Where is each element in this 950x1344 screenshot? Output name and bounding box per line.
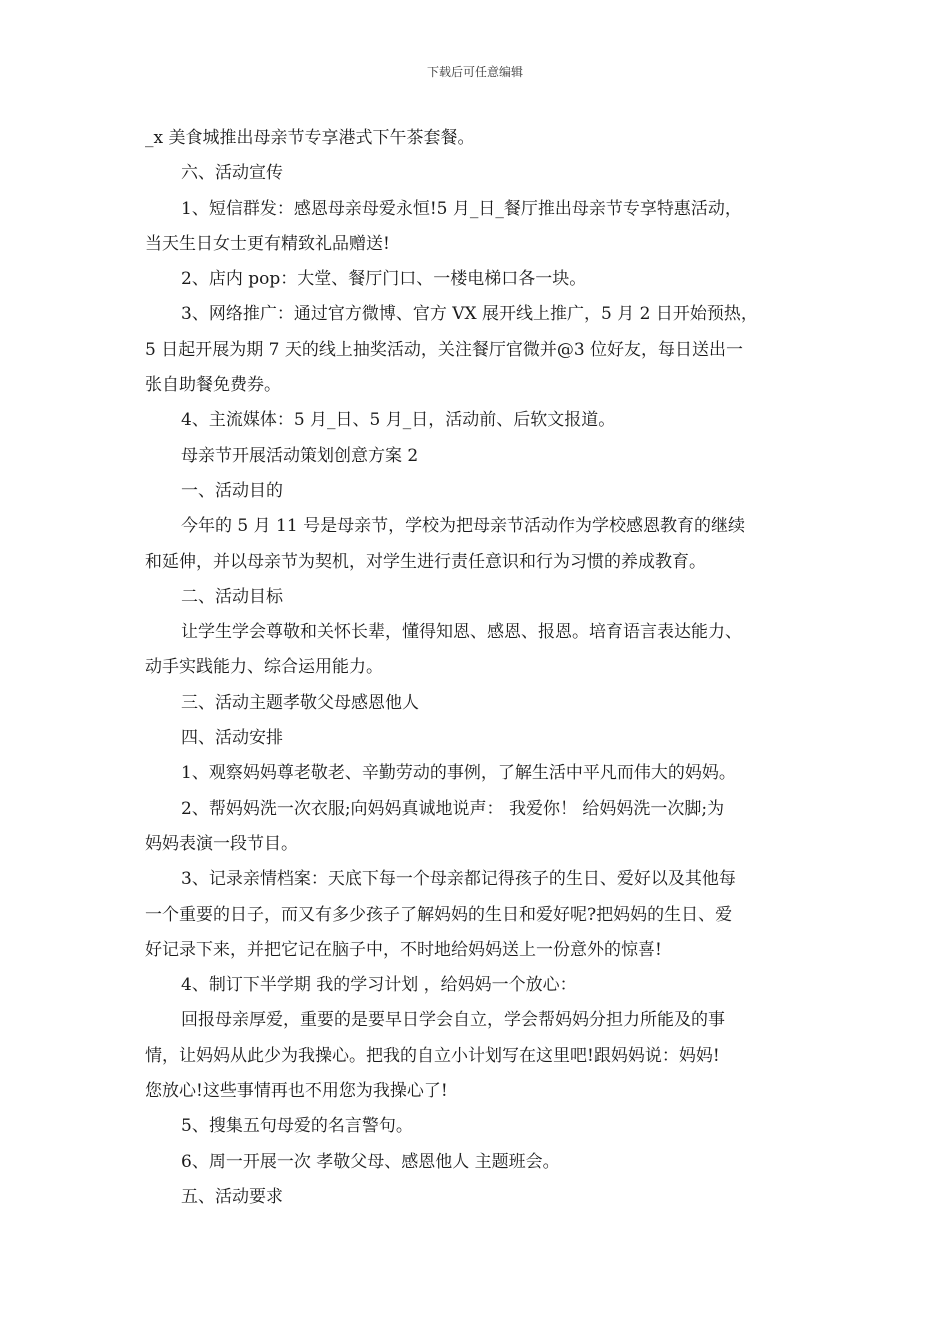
paragraph-line: 4、制订下半学期 我的学习计划 ，给妈妈一个放心：: [181, 975, 577, 996]
section-heading-requirements: 五、活动要求: [181, 1186, 283, 1207]
paragraph-line: 2、帮妈妈洗一次衣服;向妈妈真诚地说声： 我爱你！ 给妈妈洗一次脚;为: [181, 798, 725, 819]
paragraph-line: 4、主流媒体：5 月_日、5 月_日，活动前、后软文报道。: [181, 410, 616, 431]
paragraph-line: 1、短信群发：感恩母亲母爱永恒!5 月_日_餐厅推出母亲节专享特惠活动，: [181, 198, 742, 219]
paragraph-line: _x 美食城推出母亲节专享港式下午茶套餐。: [145, 128, 475, 148]
paragraph-line: 6、周一开展一次 孝敬父母、感恩他人 主题班会。: [181, 1151, 560, 1172]
paragraph-line: 5、搜集五句母爱的名言警句。: [181, 1116, 413, 1137]
paragraph-line: 和延伸，并以母亲节为契机，对学生进行责任意识和行为习惯的养成教育。: [145, 551, 706, 572]
section-heading-publicity: 六、活动宣传: [181, 163, 283, 184]
page-header-note: 下载后可任意编辑: [426, 65, 523, 79]
paragraph-line: 1、观察妈妈尊老敬老、辛勤劳动的事例，了解生活中平凡而伟大的妈妈。: [181, 763, 736, 784]
paragraph-line: 5 日起开展为期 7 天的线上抽奖活动，关注餐厅官微并@3 位好友，每日送出一: [145, 339, 744, 360]
paragraph-line: 回报母亲厚爱，重要的是要早日学会自立，学会帮妈妈分担力所能及的事: [181, 1010, 725, 1031]
paragraph-line: 张自助餐免费券。: [145, 375, 281, 396]
section-heading-goals: 二、活动目标: [181, 586, 283, 607]
paragraph-line: 情，让妈妈从此少为我操心。把我的自立小计划写在这里吧!跟妈妈说：妈妈!: [145, 1045, 720, 1066]
paragraph-line: 今年的 5 月 11 号是母亲节，学校为把母亲节活动作为学校感恩教育的继续: [181, 516, 746, 537]
paragraph-line: 3、网络推广：通过官方微博、官方 VX 展开线上推广，5 月 2 日开始预热，: [181, 304, 758, 325]
section-heading-theme: 三、活动主题孝敬父母感恩他人: [181, 692, 419, 713]
document-body: [145, 121, 825, 1215]
paragraph-line: 好记录下来，并把它记在脑子中，不时地给妈妈送上一份意外的惊喜!: [145, 939, 662, 960]
paragraph-line: 当天生日女士更有精致礼品赠送!: [145, 233, 390, 254]
paragraph-line: 3、记录亲情档案：天底下每一个母亲都记得孩子的生日、爱好以及其他每: [181, 869, 736, 890]
paragraph-line: 一个重要的日子，而又有多少孩子了解妈妈的生日和爱好呢?把妈妈的生日、爱: [145, 904, 733, 925]
paragraph-line: 动手实践能力、综合运用能力。: [145, 657, 383, 678]
section-heading-arrangement: 四、活动安排: [181, 728, 283, 749]
plan-title: 母亲节开展活动策划创意方案 2: [181, 445, 419, 466]
paragraph-line: 让学生学会尊敬和关怀长辈，懂得知恩、感恩、报恩。培育语言表达能力、: [181, 622, 742, 643]
section-heading-purpose: 一、活动目的: [181, 480, 283, 501]
paragraph-line: 2、店内 pop：大堂、餐厅门口、一楼电梯口各一块。: [181, 269, 587, 290]
paragraph-line: 您放心!这些事情再也不用您为我操心了!: [145, 1081, 448, 1102]
paragraph-line: 妈妈表演一段节目。: [145, 833, 298, 854]
